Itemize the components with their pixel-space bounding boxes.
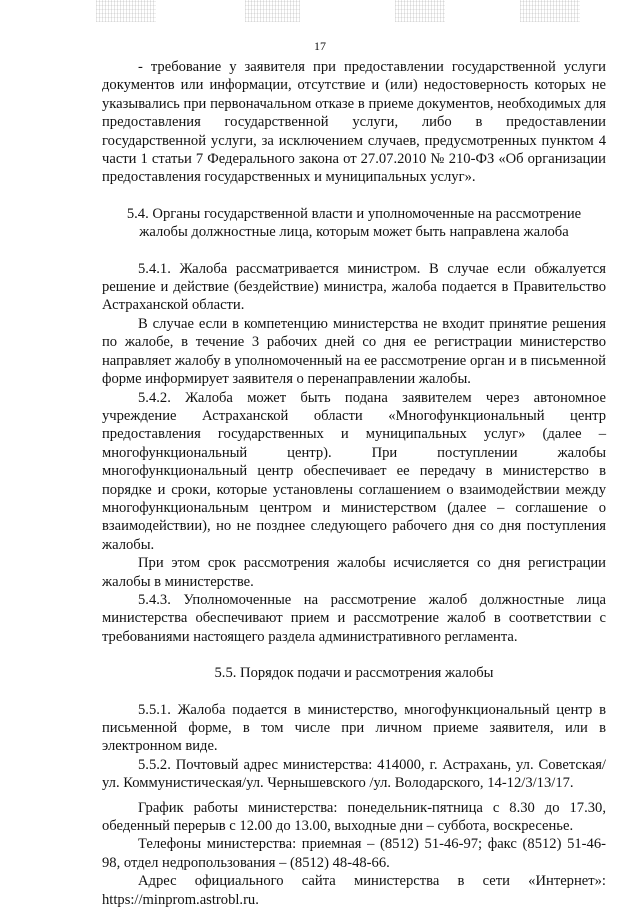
paragraph-5-5-1: 5.5.1. Жалоба подается в министерство, многофункциональный центр в письменной форме, в том числе при личном приеме заявителя, или в электронном виде. (102, 701, 606, 755)
paragraph-schedule: График работы министерства: понедельник-пятница с 8.30 до 17.30, обеденный перерыв с 12.00 до 13.00, выходные дни – суббота, воскресенье. (102, 799, 606, 835)
page-number: 17 (314, 39, 326, 53)
paragraph-5-4-3: 5.4.3. Уполномоченные на рассмотрение жалоб должностные лица министерства обеспечивают прием и рассмотрение жалоб в соответствии с требованиями настоящего раздела административного регламента. (102, 591, 606, 645)
paragraph-5-4-2: 5.4.2. Жалоба может быть подана заявителем через автономное учреждение Астраханской области «Многофункциональный центр предоставления государственных и муниципальных услуг» (далее – многофункциональный центр). При поступлении жалобы многофункциональный центр обеспечивает ее передачу в министерство в порядке и сроки, которые установлены соглашением о взаимодействии между многофункциональным центром и министерством (далее – соглашение о взаимодействии), но не позднее следующего рабочего дня со дня поступления жалобы. (102, 389, 606, 553)
document-body (102, 58, 606, 909)
scan-artifact (96, 0, 156, 22)
scan-artifact (395, 0, 445, 22)
scan-artifact (245, 0, 300, 22)
paragraph-5-5-2: 5.5.2. Почтовый адрес министерства: 414000, г. Астрахань, ул. Советская/ул. Коммунистическая/ул. Чернышевского /ул. Володарского, 14-12/3/13/17. (102, 756, 606, 792)
paragraph-5-4-1: 5.4.1. Жалоба рассматривается министром. В случае если обжалуется решение и действие (бездействие) министра, жалоба подается в Правительство Астраханской области. (102, 260, 606, 314)
paragraph-deadline: При этом срок рассмотрения жалобы исчисляется со дня регистрации жалобы в министерстве. (102, 555, 606, 590)
paragraph-phones: Телефоны министерства: приемная – (8512) 51-46-97; факс (8512) 51-46-98, отдел недропользования – (8512) 48-48-66. (102, 836, 606, 871)
section-heading-5-5: 5.5. Порядок подачи и рассмотрения жалобы (214, 665, 494, 682)
paragraph-website: Адрес официального сайта министерства в сети «Интернет»: https://minprom.astrobl.ru. (102, 873, 606, 908)
paragraph-redirect: В случае если в компетенцию министерства не входит принятие решения по жалобе, в течение 3 рабочих дней со дня ее регистрации министерство направляет жалобу в уполномоченный на ее рассмотрение орган и в письменной форме информирует заявителя о перенаправлении жалобы. (102, 315, 606, 388)
list-item-paragraph: - требование у заявителя при предоставлении государственной услуги документов или информации, отсутствие и (или) недостоверность которых не указывались при первоначальном отказе в приеме документов, необходимых для предоставления государственной услуги, либо в предоставлении государственной услуги, за исключением случаев, предусмотренных пунктом 4 части 1 статьи 7 Федерального закона от 27.07.2010 № 210-ФЗ «Об организации предоставления государственных и муниципальных услуг». (102, 59, 606, 186)
section-heading-5-4: 5.4. Органы государственной власти и уполномоченные на рассмотрение жалобы должностные лица, которым может быть направлена жалоба (126, 205, 582, 241)
scan-artifact (520, 0, 580, 22)
